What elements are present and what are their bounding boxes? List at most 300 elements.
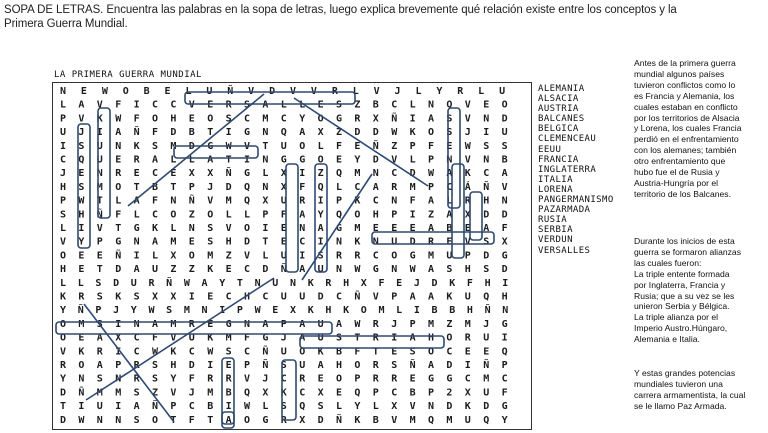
grid-letter: R	[372, 373, 379, 385]
paragraph-line: La triple entente formada	[634, 268, 730, 279]
grid-letter: S	[166, 305, 173, 317]
grid-letter: K	[343, 305, 350, 317]
paragraph-line: Rusia; que a su vez se les	[634, 290, 735, 301]
grid-letter: S	[207, 223, 214, 234]
grid-letter: N	[244, 318, 251, 330]
grid-letter: J	[280, 332, 287, 344]
grid-letter: F	[152, 195, 159, 207]
grid-letter: P	[501, 360, 508, 371]
grid-letter: B	[372, 414, 379, 426]
grid-letter: K	[115, 291, 122, 303]
grid-letter: M	[354, 223, 361, 234]
grid-letter: O	[170, 209, 177, 221]
grid-letter: G	[409, 250, 416, 262]
grid-letter: E	[391, 346, 398, 358]
grid-letter: C	[299, 387, 306, 399]
grid-letter: D	[188, 140, 195, 152]
grid-letter: L	[188, 154, 195, 166]
grid-letter: Z	[354, 99, 361, 111]
grid-letter: O	[317, 113, 324, 125]
grid-letter: C	[446, 181, 453, 193]
grid-letter: B	[449, 305, 456, 317]
grid-letter: L	[60, 277, 67, 289]
word-list-item: ALSACIA	[538, 94, 579, 105]
grid-letter: S	[60, 209, 67, 221]
grid-letter: S	[207, 236, 214, 248]
grid-letter: X	[464, 387, 471, 399]
grid-letter: O	[501, 99, 508, 111]
grid-letter: Q	[78, 154, 85, 166]
grid-letter: I	[317, 236, 324, 248]
grid-letter: H	[343, 277, 350, 289]
grid-letter: U	[501, 127, 508, 139]
grid-letter: O	[446, 332, 453, 344]
grid-letter: P	[115, 360, 122, 371]
grid-letter: R	[299, 373, 306, 385]
grid-letter: X	[317, 127, 324, 139]
grid-letter: M	[170, 140, 177, 152]
grid-letter: R	[354, 113, 361, 125]
grid-letter: P	[428, 387, 435, 399]
grid-letter: X	[372, 113, 379, 125]
grid-letter: M	[78, 318, 85, 330]
grid-letter: N	[446, 154, 453, 166]
grid-letter: I	[207, 360, 214, 371]
word-list-item: PANGERMANISMO	[538, 195, 614, 206]
grid-letter: I	[502, 277, 509, 289]
grid-letter: J	[60, 168, 67, 180]
grid-letter: C	[391, 387, 398, 399]
paragraph-line: Antes de la primera guerra	[634, 58, 736, 68]
grid-letter: S	[133, 387, 140, 399]
grid-letter: O	[207, 209, 214, 221]
grid-letter: I	[464, 360, 471, 371]
grid-letter: C	[372, 195, 379, 207]
grid-letter: Ñ	[78, 387, 85, 399]
grid-letter: F	[244, 332, 251, 344]
grid-letter: O	[78, 360, 85, 371]
grid-letter: Z	[188, 209, 195, 221]
grid-letter: Y	[60, 305, 67, 317]
grid-letter: S	[152, 360, 159, 371]
grid-letter: N	[115, 373, 122, 385]
grid-letter: I	[299, 168, 306, 180]
grid-letter: E	[336, 387, 343, 399]
grid-letter: A	[428, 195, 435, 207]
grid-letter: R	[188, 318, 195, 330]
grid-letter: L	[170, 154, 177, 166]
grid-letter: E	[446, 236, 453, 248]
grid-letter: S	[317, 250, 324, 262]
word-list-item: CLEMENCEAU	[538, 134, 597, 145]
grid-letter: P	[244, 360, 251, 371]
grid-letter: D	[501, 113, 508, 125]
grid-letter: O	[360, 305, 367, 317]
grid-letter: A	[133, 264, 140, 276]
grid-letter: C	[280, 113, 287, 125]
grid-letter: T	[225, 154, 232, 166]
grid-letter: Y	[354, 401, 361, 413]
grid-letter: O	[428, 127, 435, 139]
grid-letter: F	[188, 373, 195, 385]
grid-letter: K	[446, 291, 453, 303]
grid-letter: Y	[317, 209, 324, 221]
grid-letter: L	[336, 401, 343, 413]
grid-letter: M	[96, 181, 103, 193]
grid-letter: Z	[170, 264, 177, 276]
grid-letter: X	[464, 209, 471, 221]
grid-letter: E	[225, 264, 232, 276]
grid-letter: D	[188, 360, 195, 371]
paragraph-line: guerra se formaron alianzas	[634, 246, 741, 257]
grid-letter: V	[372, 291, 379, 303]
grid-letter: X	[188, 168, 195, 180]
grid-letter: L	[244, 209, 251, 221]
grid-letter: N	[483, 113, 490, 125]
grid-letter: C	[133, 346, 140, 358]
grid-letter: G	[280, 154, 287, 166]
grid-letter: A	[428, 291, 435, 303]
grid-letter: N	[262, 181, 269, 193]
grid-letter: R	[391, 181, 398, 193]
grid-letter: H	[170, 113, 177, 125]
grid-letter: E	[483, 346, 490, 358]
grid-letter: J	[188, 387, 195, 399]
grid-letter: L	[152, 250, 159, 262]
grid-letter: K	[152, 223, 159, 234]
grid-letter: V	[409, 401, 416, 413]
grid-letter: P	[188, 181, 195, 193]
grid-letter: A	[428, 223, 435, 234]
grid-letter: F	[133, 113, 140, 125]
grid-letter: O	[188, 250, 195, 262]
grid-letter: P	[354, 373, 361, 385]
grid-letter: O	[336, 373, 343, 385]
grid-letter: V	[96, 99, 103, 111]
grid-letter: K	[354, 195, 361, 207]
grid-letter: V	[244, 373, 251, 385]
grid-letter: Ñ	[280, 264, 287, 276]
word-list-item: BALCANES	[538, 114, 585, 125]
grid-letter: O	[354, 209, 361, 221]
grid-letter: S	[280, 401, 287, 413]
grid-letter: E	[133, 168, 140, 180]
grid-letter: C	[244, 346, 251, 358]
side-paragraph-3	[634, 368, 762, 412]
grid-letter: K	[317, 346, 324, 358]
grid-letter: F	[409, 195, 416, 207]
grid-letter: H	[60, 264, 67, 276]
grid-letter: A	[78, 99, 85, 111]
grid-letter: N	[170, 195, 177, 207]
grid-letter: N	[254, 277, 261, 289]
grid-letter: P	[428, 154, 435, 166]
grid-letter: U	[299, 360, 306, 371]
grid-letter: W	[207, 346, 214, 358]
grid-letter: E	[188, 113, 195, 125]
grid-letter: J	[78, 127, 85, 139]
grid-letter: Q	[280, 127, 287, 139]
grid-letter: D	[446, 360, 453, 371]
grid-letter: D	[446, 401, 453, 413]
word-list-item: AUSTRIA	[538, 104, 579, 115]
paragraph-line: tuvieron conflictos como lo	[634, 79, 736, 90]
grid-letter: S	[336, 99, 343, 111]
grid-letter: N	[428, 401, 435, 413]
grid-letter: R	[372, 360, 379, 371]
grid-letter: N	[428, 99, 435, 111]
grid-letter: M	[207, 250, 214, 262]
grid-letter: O	[244, 223, 251, 234]
grid-letter: U	[96, 154, 103, 166]
grid-letter: E	[464, 346, 471, 358]
grid-letter: G	[207, 140, 214, 152]
grid-letter: G	[336, 223, 343, 234]
grid-letter: V	[310, 86, 317, 97]
grid-letter: G	[244, 127, 251, 139]
grid-letter: A	[446, 168, 453, 180]
grid-letter: S	[483, 264, 490, 276]
grid-letter: Q	[446, 99, 453, 111]
grid-letter: S	[95, 277, 102, 289]
grid-letter: B	[207, 401, 214, 413]
grid-letter: S	[152, 373, 159, 385]
grid-letter: M	[262, 113, 269, 125]
grid-letter: V	[244, 250, 251, 262]
grid-letter: L	[336, 181, 343, 193]
grid-letter: A	[428, 113, 435, 125]
grid-letter: M	[428, 250, 435, 262]
grid-letter: B	[152, 181, 159, 193]
grid-letter: I	[391, 332, 398, 344]
grid-letter: U	[299, 291, 306, 303]
grid-letter: W	[183, 277, 190, 289]
paragraph-line: carrera armamentista, la cual	[634, 389, 746, 400]
grid-letter: A	[225, 414, 232, 426]
grid-letter: E	[96, 250, 103, 262]
grid-letter: V	[170, 332, 177, 344]
grid-letter: J	[483, 318, 490, 330]
grid-letter: C	[60, 154, 67, 166]
grid-letter: C	[391, 99, 398, 111]
grid-letter: P	[60, 113, 67, 125]
grid-letter: E	[396, 277, 403, 289]
grid-letter: Z	[225, 250, 232, 262]
grid-letter: A	[409, 332, 416, 344]
grid-letter: U	[317, 264, 324, 276]
grid-letter: O	[60, 318, 67, 330]
grid-letter: U	[391, 236, 398, 248]
grid-letter: U	[96, 401, 103, 413]
found-word-diagonal-b	[294, 98, 428, 186]
grid-letter: Z	[317, 168, 324, 180]
grid-letter: L	[415, 86, 422, 97]
grid-letter: X	[317, 387, 324, 399]
grid-letter: E	[272, 305, 279, 317]
grid-letter: A	[96, 332, 103, 344]
paragraph-line: mundiales tuvieron una	[634, 378, 723, 389]
paragraph-line: cuales estaban en conflicto	[634, 101, 738, 112]
grid-letter: G	[336, 113, 343, 125]
grid-letter: I	[96, 127, 103, 139]
grid-letter: Ñ	[483, 360, 490, 371]
grid-letter: O	[207, 113, 214, 125]
grid-letter: W	[244, 401, 251, 413]
grid-letter: L	[478, 86, 485, 97]
grid-letter: V	[391, 414, 398, 426]
grid-letter: Y	[130, 305, 137, 317]
grid-letter: E	[280, 236, 287, 248]
grid-letter: E	[409, 373, 416, 385]
grid-letter: X	[360, 277, 367, 289]
grid-letter: I	[219, 305, 226, 317]
grid-letter: M	[225, 195, 232, 207]
grid-letter: B	[188, 127, 195, 139]
grid-letter: L	[262, 168, 269, 180]
grid-letter: D	[115, 264, 122, 276]
paragraph-line: territorio de los Balcanes.	[634, 188, 731, 199]
grid-letter: S	[336, 332, 343, 344]
side-paragraph-2	[634, 236, 762, 345]
grid-letter: C	[262, 291, 269, 303]
grid-letter: N	[133, 318, 140, 330]
grid-letter: V	[96, 223, 103, 234]
grid-letter: N	[96, 168, 103, 180]
grid-letter: I	[133, 250, 140, 262]
grid-letter: I	[115, 346, 122, 358]
grid-letter: Y	[78, 236, 85, 248]
grid-letter: N	[188, 223, 195, 234]
grid-letter: S	[446, 113, 453, 125]
grid-letter: Y	[219, 277, 226, 289]
grid-letter: R	[78, 291, 85, 303]
grid-letter: S	[96, 291, 103, 303]
grid-letter: I	[225, 401, 232, 413]
grid-letter: Z	[152, 387, 159, 399]
grid-letter: Z	[428, 209, 435, 221]
grid-letter: S	[483, 236, 490, 248]
grid-letter: R	[464, 332, 471, 344]
grid-letter: J	[413, 277, 420, 289]
grid-letter: R	[133, 360, 140, 371]
grid-letter: O	[299, 140, 306, 152]
word-list-item: BELGICA	[538, 124, 579, 135]
grid-letter: I	[225, 127, 232, 139]
grid-letter: G	[262, 414, 269, 426]
word-list-item: FRANCIA	[538, 154, 579, 165]
grid-letter: F	[428, 140, 435, 152]
grid-letter: I	[188, 291, 195, 303]
grid-letter: S	[96, 318, 103, 330]
grid-letter: S	[78, 140, 85, 152]
grid-letter: H	[78, 209, 85, 221]
grid-letter: B	[372, 99, 379, 111]
grid-letter: Q	[244, 195, 251, 207]
grid-letter: S	[501, 140, 508, 152]
grid-letter: Ñ	[262, 346, 269, 358]
grid-letter: T	[115, 223, 122, 234]
puzzle-title: LA PRIMERA GUERRA MUNDIAL	[54, 70, 202, 80]
grid-letter: V	[290, 86, 297, 97]
grid-letter: K	[409, 127, 416, 139]
grid-letter: S	[446, 127, 453, 139]
paragraph-line: Durante los inicios de esta	[634, 236, 735, 246]
grid-letter: Q	[336, 168, 343, 180]
paragraph-line: por Inglaterra, Francia y	[634, 279, 726, 290]
grid-letter: D	[483, 401, 490, 413]
grid-letter: C	[133, 332, 140, 344]
grid-letter: Z	[188, 264, 195, 276]
grid-letter: C	[391, 168, 398, 180]
grid-letter: C	[483, 168, 490, 180]
grid-letter: Y	[60, 373, 67, 385]
grid-letter: Ñ	[227, 86, 234, 97]
grid-letter: A	[501, 168, 508, 180]
grid-letter: M	[483, 373, 490, 385]
grid-letter: X	[501, 236, 508, 248]
grid-letter: C	[188, 346, 195, 358]
grid-letter: Ñ	[372, 140, 379, 152]
grid-letter: H	[244, 291, 251, 303]
grid-letter: A	[446, 209, 453, 221]
grid-letter: N	[391, 195, 398, 207]
grid-letter: P	[464, 250, 471, 262]
grid-letter: X	[299, 414, 306, 426]
grid-letter: A	[115, 127, 122, 139]
grid-letter: S	[409, 346, 416, 358]
grid-letter: R	[60, 360, 67, 371]
grid-letter: U	[280, 195, 287, 207]
grid-letter: R	[133, 154, 140, 166]
grid-letter: H	[372, 209, 379, 221]
grid-letter: F	[336, 140, 343, 152]
grid-letter: T	[207, 414, 214, 426]
grid-letter: U	[188, 332, 195, 344]
grid-letter: D	[501, 264, 508, 276]
grid-letter: V	[464, 113, 471, 125]
paragraph-line: Imperio Austro.Húngaro,	[634, 323, 728, 334]
grid-letter: A	[372, 181, 379, 193]
word-list-item: ALEMANIA	[538, 84, 585, 94]
grid-letter: V	[170, 387, 177, 399]
grid-letter: O	[317, 154, 324, 166]
grid-letter: P	[60, 195, 67, 207]
grid-letter: F	[152, 332, 159, 344]
grid-letter: A	[152, 154, 159, 166]
grid-letter: Q	[244, 387, 251, 399]
grid-letter: Ñ	[96, 209, 103, 221]
grid-letter: Y	[436, 86, 443, 97]
grid-letter: D	[269, 86, 276, 97]
grid-letter: I	[60, 140, 67, 152]
grid-letter: N	[262, 127, 269, 139]
grid-letter: F	[115, 209, 122, 221]
grid-letter: E	[464, 223, 471, 234]
grid-letter: D	[60, 387, 67, 399]
grid-letter: R	[336, 250, 343, 262]
grid-letter: X	[280, 181, 287, 193]
grid-letter: L	[60, 223, 67, 234]
grid-letter: R	[428, 236, 435, 248]
grid-letter: V	[373, 86, 380, 97]
grid-letter: I	[501, 332, 508, 344]
grid-letter: R	[354, 250, 361, 262]
grid-letter: A	[262, 99, 269, 111]
word-list	[538, 84, 614, 256]
grid-letter: U	[152, 264, 159, 276]
grid-letter: A	[207, 154, 214, 166]
grid-letter: Q	[317, 181, 324, 193]
